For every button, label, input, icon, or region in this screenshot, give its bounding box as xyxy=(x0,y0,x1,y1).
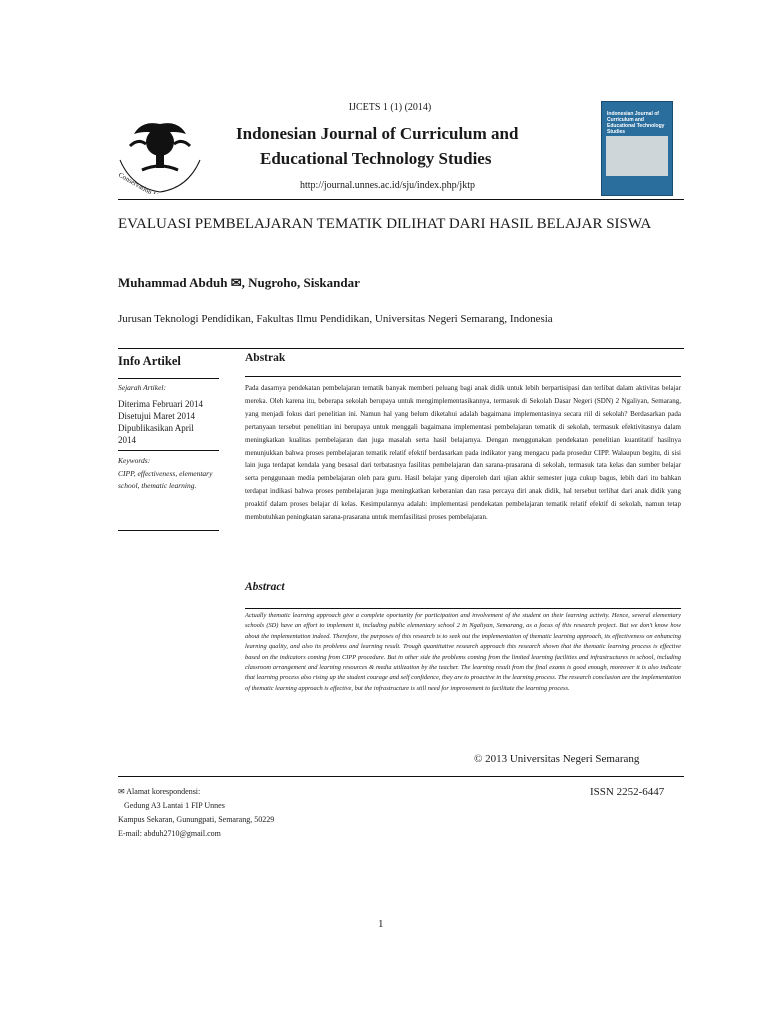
copyright-notice: © 2013 Universitas Negeri Semarang xyxy=(474,753,640,765)
correspondence-label: Alamat korespondensi: xyxy=(126,787,201,796)
history-label: Sejarah Artikel: xyxy=(118,383,166,392)
keywords-text: CIPP, effectiveness, elementary school, thematic learning. xyxy=(118,469,213,490)
header-divider xyxy=(118,199,684,200)
university-logo xyxy=(112,112,208,194)
keywords-label: Keywords: xyxy=(118,456,151,465)
history-published-year: 2014 xyxy=(118,435,136,445)
article-affiliation: Jurusan Teknologi Pendidikan, Fakultas Ilmu Pendidikan, Universitas Negeri Semarang, Indonesia xyxy=(118,313,553,325)
footer-divider xyxy=(118,776,684,777)
correspondence-email: E-mail: abduh2710@gmail.com xyxy=(118,829,221,838)
journal-title-line2: Educational Technology Studies xyxy=(260,149,492,168)
abstract-divider xyxy=(245,608,681,609)
history-received: Diterima Februari 2014 xyxy=(118,399,203,409)
info-divider-3 xyxy=(118,530,219,531)
history-published: Dipublikasikan April xyxy=(118,423,194,433)
envelope-icon: ✉ xyxy=(118,787,127,796)
article-authors: Muhammad Abduh ✉, Nugroho, Siskandar xyxy=(118,275,360,290)
abstract-heading: Abstract xyxy=(245,581,285,593)
abstract-body: Actually thematic learning approach give a complete oportunity for participation and involvement of the student on their learning activity. Hence, several elementary schools (SD) have an effort to implement it, including public elementary school 2 in Ngaliyan, Semarang, as a focus of this research project. But we don't know how about the implementation indeed. Therefore, the purposes of this research is to seek out the implementation of thematic learning approach, its effectiveness on enhancing learning quality, and also its problems and learning result. Trough quantitative research approach this research shown that the thematic learning process is effective based on the indicators coming from CIPP procedure. But in other side the problems coming from the limited learning facilities and infrastructures in school, including classroom arrangement and learning resources & media utilization by the teacher. The learning result from the final exams is good enough, moreover it is also indicate that learning process also rising up the student courage and self confidence, they are to proactive in the learning process. The research conclusion are the implementation of thematic learning approach is effective, but the infrastructure is still need for improvement to facilitate the learning process. xyxy=(245,612,681,692)
page-number: 1 xyxy=(378,918,384,930)
abstrak-divider xyxy=(245,376,681,377)
abstrak-heading: Abstrak xyxy=(245,352,286,364)
correspondence-address-1: Gedung A3 Lantai 1 FIP Unnes xyxy=(124,801,225,810)
info-divider-2 xyxy=(118,450,219,451)
cover-title: Indonesian Journal of Curriculum and Educational Technology Studies xyxy=(607,111,665,135)
abstrak-body: Pada dasarnya pendekatan pembelajaran tematik banyak memberi peluang bagi anak didik untuk lebih berpartisipasi dan terlibat dalam aktivitas belajar mereka. Oleh karena itu, beberapa sekolah berupaya untuk mengimplementasikannya, termasuk di Sekolah Dasar Negeri (SDN) 2 Ngaliyan, Semarang, yang menjadi fokus dari penelitian ini. Namun hal yang belum diketahui adalah bagaimana implementasinya secara riil di sekolah? Berdasarkan pada pertanyaan tersebut penelitian ini berupaya untuk menggali bagaimana implementasi pembelajaran tematik di sekolah, termasuk efektivitasnya dalam meningkatkan kualitas pembelajaran dan juga masalah serta hasil belajarnya. Dengan menggunakan pendekatan penelitian kuantitatif hasilnya menunjukkan bahwa proses pembelajaran tematik relatif efektif berdasarkan pada indikator yang mengacu pada prosedur CIPP. Walaupun begitu, di sisi lain juga terdapat kendala yang besasal dari terbatasnya fasilitas pembelajaran dan sarana-prasarana di sekolah, termasuk tata kelas dan sumber belajar serta penggunaan media pembelajaran oleh para guru. Hasil belajar yang diperoleh dari ujian akhir semester juga cukup bagus, lebih dari itu bahkan terdapat indikasi bahwa proses pembelajaran juga meningkatkan keberanian dan rasa percaya diri anak didik, hal tersebut terlihat dari anak didik yang proaktif dalam proses belajar di kelas. Kesimpulannya adalah: implementasi pendekatan pembelajaran tematik relatif efektif di sekolah, namun tetap membutuhkan peningkatan sarana-prasarana untuk memfasilitasi proses pembelajaran. xyxy=(245,384,681,522)
cover-books-image xyxy=(606,136,668,176)
info-heading: Info Artikel xyxy=(118,354,181,368)
journal-cover-image xyxy=(601,101,673,196)
section-divider xyxy=(118,348,684,349)
conservation-university-logo-icon xyxy=(112,112,208,194)
info-divider-1 xyxy=(118,378,219,379)
correspondence-block xyxy=(118,785,274,841)
article-title: EVALUASI PEMBELAJARAN TEMATIK DILIHAT DARI HASIL BELAJAR SISWA xyxy=(118,216,652,232)
logo-caption: Conservation University xyxy=(117,170,181,194)
journal-url-link[interactable]: http://journal.unnes.ac.id/sju/index.php/jktp xyxy=(300,180,475,191)
history-approved: Disetujui Maret 2014 xyxy=(118,411,195,421)
correspondence-address-2: Kampus Sekaran, Gunungpati, Semarang, 50229 xyxy=(118,815,275,824)
correspondence-heading xyxy=(118,785,274,799)
journal-title-line1: Indonesian Journal of Curriculum and xyxy=(236,124,519,143)
journal-issue: IJCETS 1 (1) (2014) xyxy=(348,102,432,113)
issn-number: ISSN 2252-6447 xyxy=(590,786,665,798)
